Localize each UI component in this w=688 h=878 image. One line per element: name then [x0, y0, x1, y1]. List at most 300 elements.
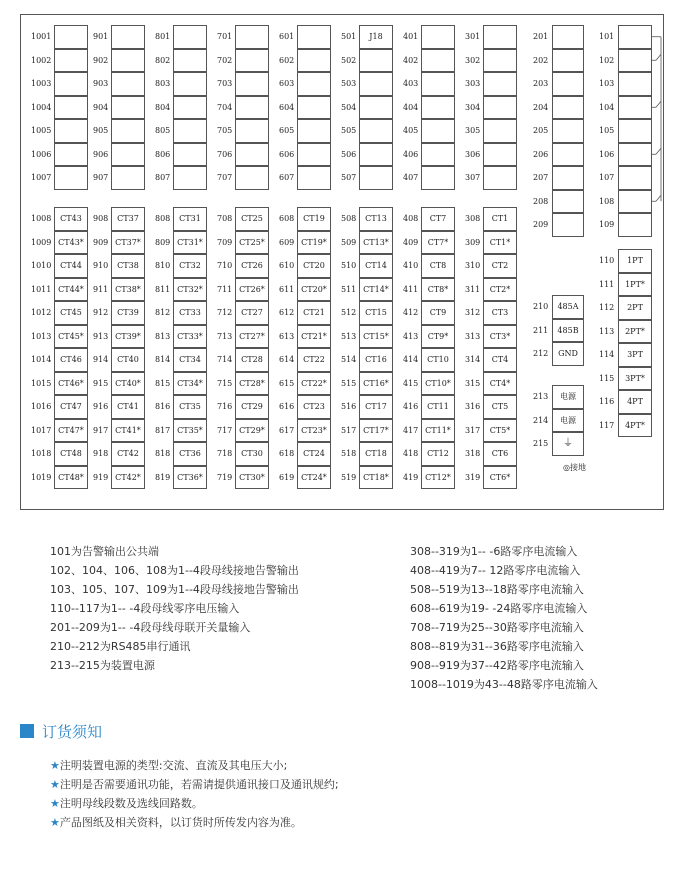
terminal-number: 1001 [31, 32, 52, 41]
terminal-box: CT48* [54, 466, 88, 490]
terminal-number: 605 [279, 126, 295, 135]
terminal-number: 410 [403, 261, 419, 270]
terminal-box: CT22* [297, 372, 331, 396]
note-line: 110--117为1-- -4段母线零序电压输入 [50, 602, 240, 615]
order-item [50, 795, 203, 811]
terminal-number: 702 [217, 55, 233, 65]
terminal-box [552, 213, 584, 237]
terminal-number: 716 [217, 402, 233, 411]
terminal-number: 412 [403, 308, 419, 317]
terminal-box: CT18 [359, 442, 393, 466]
terminal-box: J18 [359, 25, 393, 49]
terminal-box: CT19 [297, 207, 331, 231]
contact-line [656, 54, 661, 60]
terminal-box: CT47* [54, 419, 88, 443]
terminal-box: ⏚ [552, 432, 584, 456]
terminal-box: 电源 [552, 385, 584, 409]
terminal-box: CT6 [483, 442, 517, 466]
terminal-box: CT11 [421, 395, 455, 419]
terminal-box: CT17 [359, 395, 393, 419]
terminal-number: 110 [599, 256, 615, 265]
terminal-number: 203 [533, 79, 549, 88]
terminal-box: CT10 [421, 348, 455, 372]
terminal-box: CT42* [111, 466, 145, 490]
terminal-number: 715 [217, 378, 233, 388]
terminal-number: 917 [93, 425, 109, 435]
terminal-box: CT43* [54, 231, 88, 255]
terminal-box: CT29 [235, 395, 269, 419]
terminal-box [552, 143, 584, 167]
terminal-box: CT21 [297, 301, 331, 325]
terminal-box: CT38* [111, 278, 145, 302]
terminal-number: 415 [403, 378, 419, 388]
terminal-box: CT2 [483, 254, 517, 278]
terminal-number: 909 [93, 237, 109, 247]
terminal-number: 501 [341, 32, 357, 41]
terminal-number: 1004 [31, 102, 52, 112]
terminal-box [173, 96, 207, 120]
terminal-number: 819 [155, 472, 171, 482]
terminal-box [297, 49, 331, 73]
terminal-box: CT29* [235, 419, 269, 443]
terminal-number: 606 [279, 149, 295, 159]
terminal-number: 515 [341, 378, 357, 388]
terminal-box: CT47 [54, 395, 88, 419]
terminal-box: CT9* [421, 325, 455, 349]
terminal-number: 815 [155, 378, 171, 388]
order-item-text: 注明是否需要通讯功能，若需请提供通讯接口及通讯规约; [59, 778, 339, 791]
terminal-number: 317 [465, 425, 481, 435]
terminal-number: 615 [279, 378, 295, 388]
terminal-box [552, 49, 584, 73]
terminal-number: 1014 [31, 355, 52, 364]
terminal-box: GND [552, 342, 584, 366]
terminal-number: 209 [533, 220, 549, 229]
terminal-number: 508 [341, 214, 357, 223]
terminal-box: CT32* [173, 278, 207, 302]
terminal-box [359, 49, 393, 73]
terminal-box: CT16 [359, 348, 393, 372]
terminal-number: 413 [403, 331, 419, 341]
terminal-box [173, 143, 207, 167]
terminal-number: 818 [155, 449, 171, 458]
terminal-number: 518 [341, 449, 357, 458]
terminal-number: 404 [403, 102, 419, 112]
terminal-number: 304 [465, 102, 481, 112]
terminal-number: 903 [93, 79, 109, 88]
terminal-box [618, 72, 652, 96]
terminal-box: CT39 [111, 301, 145, 325]
terminal-number: 306 [465, 149, 481, 159]
contact-line [656, 101, 661, 107]
star-icon: ★ [50, 759, 60, 772]
terminal-box: CT6* [483, 466, 517, 490]
terminal-number: 215 [533, 439, 549, 448]
terminal-box: CT38 [111, 254, 145, 278]
terminal-box: CT26 [235, 254, 269, 278]
terminal-number: 711 [217, 284, 233, 294]
terminal-box: CT22 [297, 348, 331, 372]
terminal-box [483, 49, 517, 73]
terminal-number: 201 [533, 32, 549, 41]
terminal-number: 805 [155, 126, 171, 135]
terminal-box: CT39* [111, 325, 145, 349]
terminal-box: CT24 [297, 442, 331, 466]
terminal-number: 714 [217, 355, 233, 364]
terminal-number: 403 [403, 79, 419, 88]
terminal-number: 616 [279, 402, 295, 411]
terminal-number: 108 [599, 196, 615, 206]
terminal-box: CT10* [421, 372, 455, 396]
terminal-number: 308 [465, 214, 481, 223]
terminal-box: CT30 [235, 442, 269, 466]
order-item-text: 注明母线段数及选线回路数。 [59, 797, 203, 810]
terminal-number: 311 [465, 284, 481, 294]
terminal-number: 315 [465, 378, 481, 388]
terminal-number: 307 [465, 173, 481, 182]
terminal-box [552, 25, 584, 49]
terminal-number: 719 [217, 472, 233, 482]
terminal-number: 214 [533, 415, 549, 425]
terminal-number: 618 [279, 449, 295, 458]
terminal-box: CT8 [421, 254, 455, 278]
terminal-number: 512 [341, 308, 357, 317]
terminal-number: 704 [217, 102, 233, 112]
terminal-number: 207 [533, 173, 549, 182]
terminal-box: CT34 [173, 348, 207, 372]
terminal-number: 303 [465, 79, 481, 88]
terminal-box [297, 166, 331, 190]
terminal-box [618, 143, 652, 167]
note-line: 608--619为19- -24路零序电流输入 [410, 602, 588, 615]
terminal-box: CT43 [54, 207, 88, 231]
terminal-number: 416 [403, 402, 419, 411]
terminal-box: CT7* [421, 231, 455, 255]
terminal-box: CT37* [111, 231, 145, 255]
terminal-box [111, 166, 145, 190]
terminal-box: CT28* [235, 372, 269, 396]
terminal-box [618, 25, 652, 49]
terminal-box: CT35 [173, 395, 207, 419]
terminal-box: CT40 [111, 348, 145, 372]
terminal-number: 1006 [31, 149, 52, 159]
note-line: 103、105、107、109为1--4段母线接地告警输出 [50, 583, 299, 596]
star-icon: ★ [50, 816, 60, 829]
terminal-number: 601 [279, 32, 295, 41]
terminal-box: CT17* [359, 419, 393, 443]
terminal-number: 517 [341, 425, 357, 435]
terminal-number: 617 [279, 425, 295, 435]
terminal-number: 205 [533, 126, 549, 135]
terminal-box [235, 166, 269, 190]
terminal-number: 717 [217, 425, 233, 435]
terminal-box: CT24* [297, 466, 331, 490]
terminal-box: CT13* [359, 231, 393, 255]
terminal-number: 1005 [31, 126, 52, 135]
terminal-box [618, 96, 652, 120]
terminal-box: CT33 [173, 301, 207, 325]
terminal-box [618, 190, 652, 214]
terminal-number: 309 [465, 237, 481, 247]
terminal-number: 1003 [31, 79, 52, 88]
terminal-box [552, 190, 584, 214]
terminal-number: 902 [93, 55, 109, 65]
terminal-number: 1010 [31, 261, 52, 270]
terminal-number: 708 [217, 214, 233, 223]
terminal-number: 506 [341, 149, 357, 159]
note-line: 308--319为1-- -6路零序电流输入 [410, 545, 578, 558]
terminal-number: 602 [279, 55, 295, 65]
terminal-box [297, 96, 331, 120]
terminal-box: CT46* [54, 372, 88, 396]
terminal-number: 809 [155, 237, 171, 247]
terminal-number: 813 [155, 331, 171, 341]
terminal-number: 213 [533, 392, 549, 401]
terminal-number: 407 [403, 173, 419, 182]
terminal-box: CT36 [173, 442, 207, 466]
terminal-box: 4PT [618, 390, 652, 414]
terminal-box: CT27 [235, 301, 269, 325]
terminal-box: 电源 [552, 409, 584, 433]
terminal-box [111, 96, 145, 120]
terminal-number: 604 [279, 102, 295, 112]
terminal-box: CT2* [483, 278, 517, 302]
terminal-box [421, 119, 455, 143]
ground-mark: ◎接地 [563, 463, 586, 472]
terminal-box [483, 119, 517, 143]
star-icon: ★ [50, 778, 60, 791]
terminal-number: 116 [599, 397, 615, 406]
terminal-number: 710 [217, 261, 233, 270]
terminal-number: 212 [533, 349, 549, 358]
terminal-box [483, 143, 517, 167]
terminal-number: 712 [217, 308, 233, 317]
terminal-number: 514 [341, 355, 357, 364]
terminal-number: 1016 [31, 402, 52, 411]
terminal-number: 206 [533, 149, 549, 159]
terminal-number: 1009 [31, 237, 52, 247]
terminal-box: CT7 [421, 207, 455, 231]
terminal-number: 314 [465, 355, 481, 364]
order-heading: 订货须知 [42, 723, 103, 741]
terminal-box [618, 213, 652, 237]
terminal-number: 107 [599, 173, 615, 182]
note-line: 101为告警输出公共端 [50, 545, 159, 558]
terminal-number: 707 [217, 173, 233, 182]
order-item-text: 产品图纸及相关资料，以订货时所传发内容为准。 [59, 816, 302, 829]
order-item [50, 776, 339, 792]
terminal-box [618, 119, 652, 143]
terminal-number: 914 [93, 355, 109, 364]
terminal-number: 1007 [31, 173, 52, 182]
terminal-box: CT33* [173, 325, 207, 349]
terminal-box [552, 119, 584, 143]
terminal-box: CT28 [235, 348, 269, 372]
terminal-box [235, 143, 269, 167]
terminal-box: 1PT* [618, 273, 652, 297]
terminal-box [235, 49, 269, 73]
terminal-number: 103 [599, 79, 615, 88]
terminal-box [552, 96, 584, 120]
terminal-box: CT12* [421, 466, 455, 490]
terminal-box: CT1 [483, 207, 517, 231]
terminal-number: 911 [93, 284, 109, 294]
terminal-box: 2PT [618, 296, 652, 320]
note-line: 213--215为装置电源 [50, 659, 155, 672]
terminal-box [359, 166, 393, 190]
terminal-box [54, 166, 88, 190]
terminal-box [359, 72, 393, 96]
terminal-box [173, 25, 207, 49]
terminal-box: CT15* [359, 325, 393, 349]
terminal-box: CT23* [297, 419, 331, 443]
contact-line [656, 195, 661, 201]
terminal-box: CT27* [235, 325, 269, 349]
relay-contacts-icon [652, 15, 664, 245]
terminal-box [111, 72, 145, 96]
terminal-number: 918 [93, 449, 109, 458]
terminal-number: 111 [599, 279, 615, 289]
terminal-box: CT34* [173, 372, 207, 396]
terminal-box [235, 119, 269, 143]
terminal-box [359, 143, 393, 167]
terminal-number: 418 [403, 449, 419, 458]
terminal-box: CT31 [173, 207, 207, 231]
terminal-number: 806 [155, 149, 171, 159]
note-line: 808--819为31--36路零序电流输入 [410, 640, 584, 653]
terminal-number: 910 [93, 261, 109, 270]
terminal-box: CT36* [173, 466, 207, 490]
terminal-number: 614 [279, 355, 295, 364]
terminal-box: CT13 [359, 207, 393, 231]
terminal-number: 109 [599, 220, 615, 229]
terminal-number: 803 [155, 79, 171, 88]
terminal-box [111, 119, 145, 143]
terminal-box: CT18* [359, 466, 393, 490]
terminal-number: 302 [465, 55, 481, 65]
terminal-number: 102 [599, 55, 615, 65]
terminal-box: CT41* [111, 419, 145, 443]
terminal-box: 485A [552, 295, 584, 319]
terminal-number: 810 [155, 261, 171, 270]
terminal-number: 901 [93, 32, 109, 41]
terminal-box: CT42 [111, 442, 145, 466]
terminal-number: 619 [279, 472, 295, 482]
terminal-number: 915 [93, 378, 109, 388]
terminal-box: CT5* [483, 419, 517, 443]
terminal-box: CT4* [483, 372, 517, 396]
terminal-box: CT48 [54, 442, 88, 466]
terminal-box: CT25* [235, 231, 269, 255]
terminal-number: 1015 [31, 378, 52, 388]
note-line: 708--719为25--30路零序电流输入 [410, 621, 584, 634]
terminal-box: CT26* [235, 278, 269, 302]
terminal-number: 1013 [31, 331, 52, 341]
terminal-number: 115 [599, 373, 615, 383]
terminal-box: CT46 [54, 348, 88, 372]
terminal-box: CT44 [54, 254, 88, 278]
terminal-number: 503 [341, 79, 357, 88]
terminal-number: 208 [533, 196, 549, 206]
terminal-box [54, 96, 88, 120]
terminal-number: 112 [599, 303, 615, 312]
terminal-number: 808 [155, 214, 171, 223]
terminal-box: CT21* [297, 325, 331, 349]
terminal-box: 1PT [618, 249, 652, 273]
terminal-box [552, 166, 584, 190]
terminal-box [421, 96, 455, 120]
note-line: 102、104、106、108为1--4段母线接地告警输出 [50, 564, 299, 577]
terminal-box: CT20 [297, 254, 331, 278]
terminal-box: CT14 [359, 254, 393, 278]
terminal-number: 706 [217, 149, 233, 159]
terminal-number: 414 [403, 355, 419, 364]
terminal-number: 1018 [31, 449, 52, 458]
terminal-number: 504 [341, 102, 357, 112]
terminal-box: CT44* [54, 278, 88, 302]
terminal-number: 1019 [31, 472, 52, 482]
terminal-box [618, 166, 652, 190]
terminal-number: 609 [279, 237, 295, 247]
terminal-number: 1012 [31, 308, 52, 317]
terminal-box [235, 25, 269, 49]
terminal-number: 1011 [31, 284, 52, 294]
terminal-number: 316 [465, 402, 481, 411]
terminal-number: 905 [93, 126, 109, 135]
note-line: 508--519为13--18路零序电流输入 [410, 583, 584, 596]
note-line: 1008--1019为43--48路零序电流输入 [410, 678, 598, 691]
terminal-number: 705 [217, 126, 233, 135]
terminal-box: CT20* [297, 278, 331, 302]
terminal-box [421, 49, 455, 73]
terminal-number: 913 [93, 331, 109, 341]
terminal-number: 916 [93, 402, 109, 411]
terminal-number: 411 [403, 284, 419, 294]
terminal-number: 312 [465, 308, 481, 317]
terminal-number: 509 [341, 237, 357, 247]
terminal-number: 801 [155, 32, 171, 41]
terminal-box [297, 119, 331, 143]
terminal-number: 610 [279, 261, 295, 270]
terminal-box: CT16* [359, 372, 393, 396]
terminal-number: 507 [341, 173, 357, 182]
terminal-number: 611 [279, 284, 295, 294]
terminal-box [54, 25, 88, 49]
terminal-box [235, 96, 269, 120]
order-item-text: 注明装置电源的类型:交流、直流及其电压大小; [59, 759, 288, 772]
terminal-number: 513 [341, 331, 357, 341]
terminal-box [359, 119, 393, 143]
terminal-number: 406 [403, 149, 419, 159]
order-item [50, 814, 302, 830]
terminal-number: 816 [155, 402, 171, 411]
terminal-number: 807 [155, 173, 171, 182]
terminal-number: 1017 [31, 425, 52, 435]
terminal-number: 104 [599, 102, 615, 112]
terminal-box: CT45 [54, 301, 88, 325]
terminal-box [54, 143, 88, 167]
terminal-number: 713 [217, 331, 233, 341]
terminal-box: CT12 [421, 442, 455, 466]
terminal-box: 3PT [618, 343, 652, 367]
note-line: 408--419为7-- 12路零序电流输入 [410, 564, 581, 577]
terminal-box [173, 49, 207, 73]
terminal-number: 804 [155, 102, 171, 112]
terminal-box: CT15 [359, 301, 393, 325]
terminal-box: CT35* [173, 419, 207, 443]
terminal-box [54, 72, 88, 96]
terminal-number: 516 [341, 402, 357, 411]
